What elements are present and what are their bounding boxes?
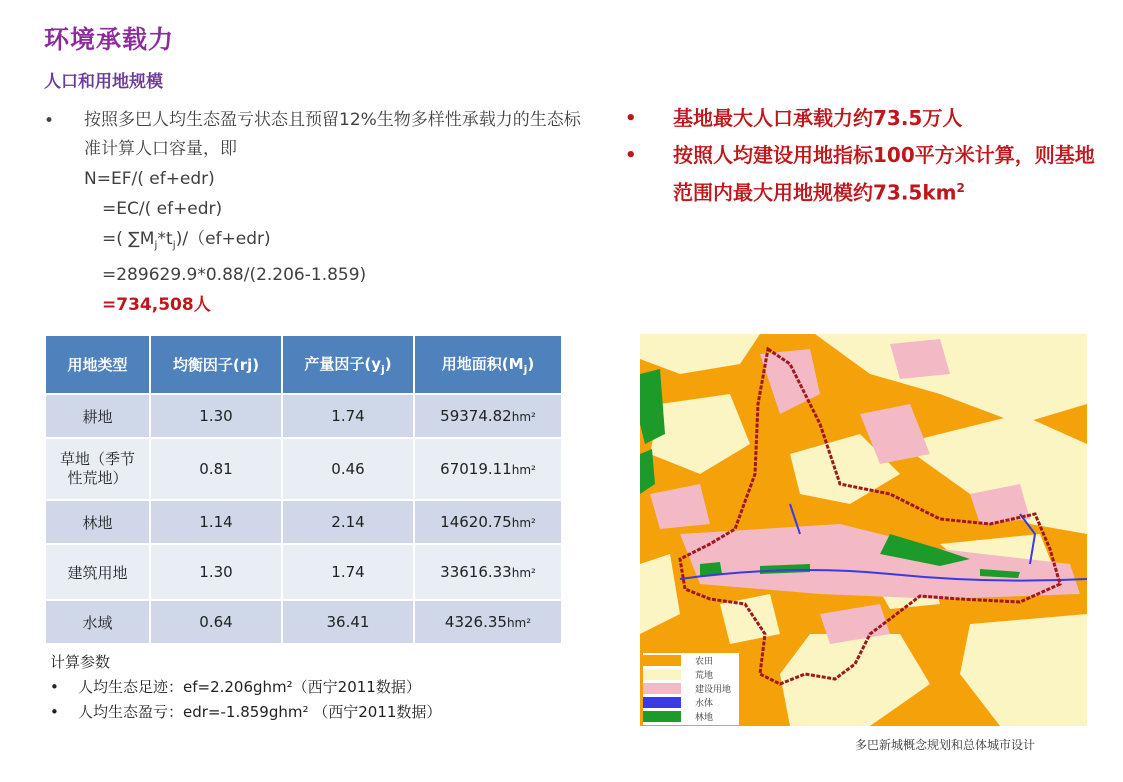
header-balance-factor: 均衡因子(rj) [150, 335, 282, 394]
table-row [45, 600, 562, 644]
table-row [45, 500, 562, 544]
legend-swatch [643, 697, 681, 708]
key-points [625, 102, 1105, 214]
legend-swatch [643, 683, 681, 694]
legend-item: 建设用地 [643, 681, 739, 695]
formula-line-4: =289629.9*0.88/(2.206-1.859) [102, 265, 367, 286]
land-use-map [640, 334, 1087, 726]
bullet: • [625, 108, 637, 129]
table-row [45, 438, 562, 500]
bullet: • [50, 678, 59, 696]
formula-block [44, 106, 584, 320]
page-subtitle: 人口和用地规模 [44, 72, 163, 92]
param-item [44, 700, 441, 725]
legend-item: 林地 [643, 709, 739, 723]
formula-line-2: =EC/( ef+edr) [102, 199, 223, 219]
cell-type: 林地 [45, 500, 150, 544]
key-point-land [625, 139, 1105, 210]
bullet: • [625, 145, 637, 166]
formula-result: =734,508人 [102, 295, 211, 316]
cell-balance: 1.30 [150, 394, 282, 438]
formula-line-3: =( $\sum M_j*t_j)/(ef+edr)$ [102, 229, 271, 252]
cell-area: 59374.82hm² [414, 394, 562, 438]
page-title: 环境承载力 [44, 25, 175, 54]
key-point-text: 按照人均建设用地指标100平方米计算，则基地范围内最大用地规模约73.5km [673, 143, 1095, 205]
table-row [45, 394, 562, 438]
cell-yield: 0.46 [282, 438, 414, 500]
bullet: • [50, 703, 59, 721]
header-land-area: 用地面积$(M_j)$ [414, 335, 562, 394]
bullet: • [44, 111, 55, 131]
legend-item: 荒地 [643, 667, 739, 681]
cell-yield: 1.74 [282, 394, 414, 438]
legend-swatch [643, 711, 681, 722]
table-row [45, 544, 562, 600]
header-land-type: 用地类型 [45, 335, 150, 394]
key-point-text: 基地最大人口承载力约73.5万人 [673, 106, 963, 130]
cell-balance: 1.14 [150, 500, 282, 544]
cell-yield: 36.41 [282, 600, 414, 644]
cell-type: 耕地 [45, 394, 150, 438]
cell-area: 14620.75hm² [414, 500, 562, 544]
formula-intro: 按照多巴人均生态盈亏状态且预留12%生物多样性承载力的生态标准计算人口容量，即 [84, 110, 581, 159]
cell-type: 草地（季节性荒地） [45, 438, 150, 500]
param-text: 人均生态足迹：ef=2.206ghm²（西宁2011数据） [78, 678, 421, 696]
cell-balance: 0.81 [150, 438, 282, 500]
map-legend [643, 653, 739, 725]
superscript: 2 [956, 181, 965, 195]
calc-params-heading: 计算参数 [50, 653, 111, 671]
cell-type: 水域 [45, 600, 150, 644]
calc-params [44, 650, 441, 725]
cell-type: 建筑用地 [45, 544, 150, 600]
legend-swatch [643, 669, 681, 680]
legend-item: 农田 [643, 653, 739, 667]
key-point-population [625, 102, 1105, 135]
cell-area: 4326.35hm² [414, 600, 562, 644]
cell-balance: 1.30 [150, 544, 282, 600]
formula-line-1: N=EF/( ef+edr) [84, 169, 215, 189]
map-caption: 多巴新城概念规划和总体城市设计 [855, 738, 1036, 752]
cell-area: 67019.11hm² [414, 438, 562, 500]
header-yield-factor: 产量因子$(y_j)$ [282, 335, 414, 394]
cell-area: 33616.33hm² [414, 544, 562, 600]
legend-item: 水体 [643, 695, 739, 709]
cell-yield: 2.14 [282, 500, 414, 544]
cell-balance: 0.64 [150, 600, 282, 644]
factor-table [44, 334, 563, 645]
table-header-row [45, 335, 562, 394]
legend-swatch [643, 655, 681, 666]
param-item [44, 675, 441, 700]
param-text: 人均生态盈亏：edr=-1.859ghm² （西宁2011数据） [78, 703, 442, 721]
cell-yield: 1.74 [282, 544, 414, 600]
